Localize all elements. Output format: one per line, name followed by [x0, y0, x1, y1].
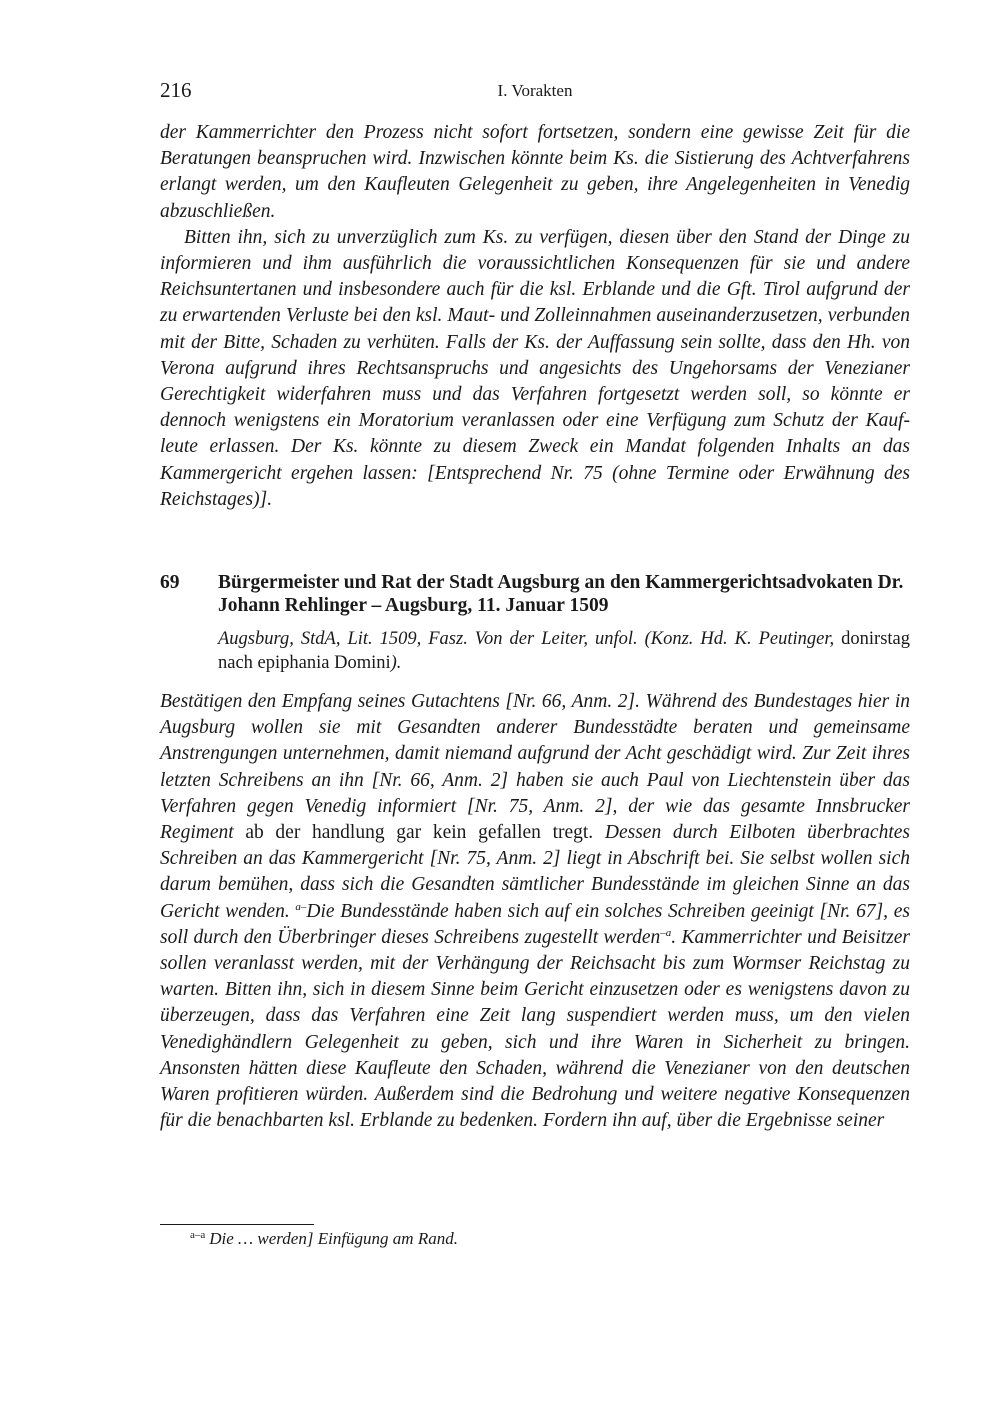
- continuation-paragraph-2: Bitten ihn, sich zu unverzüglich zum Ks. zu verfügen, diesen über den Stand der Dinge zu informieren und ihm ausführlich die voraussichtlichen Konsequenzen für sie und andere Reichsuntertanen und insbesondere auch für die ksl. Erblande und die Gft. Tirol aufgrund der zu erwartenden Verluste bei den ksl. Maut- und Zolleinnahmen auseinanderzusetzen, verbunden mit der Bitte, Schaden zu verhüten. Falls der Ks. der Auffassung sein sollte, dass den Hh. von Verona aufgrund ihres Rechtsanspruchs und angesichts des Ungehorsams der Venezianer Gerechtigkeit widerfahren muss und das Verfahren fortgesetzt werden soll, so könnte er dennoch wenigstens ein Moratorium veranlassen oder eine Verfügung zum Schutz der Kaufleute erlassen. Der Ks. könnte zu diesem Zweck ein Mandat folgenden Inhalts an das Kammergericht ergehen lassen: [Entsprechend Nr. 75 (ohne Termine oder Erwähnung des Reichstages)].: [160, 226, 910, 510]
- page-number: 216: [160, 78, 192, 102]
- summary-part-4: . Kammerrichter und Beisitzer sollen veranlasst werden, mit der Verhängung der Reichsacht bis zum Wormser Reichstag zu warten. Bitten ihn, sich in diesem Sinne beim Gericht einzusetzen oder es wenigstens davon zu überzeugen, dass das Verfahren eine Zeit lang suspendiert werden muss, um den vielen Venedighändlern Gelegenheit zu geben, sich und ihre Waren in Sicherheit zu bringen. Ansonsten hätten diese Kaufleute den Schaden, während die Venezianer von den deutschen Waren profitieren würden. Außerdem sind die Bedrohung und weitere negative Konsequenzen für die benachbarten ksl. Erblande zu bedenken. Fordern ihn auf, über die Ergebnisse seiner: [160, 926, 910, 1132]
- document-source: [218, 627, 910, 675]
- summary-part-3: Die Bundesstände haben sich auf ein solches Schreiben geeinigt [Nr. 67], es soll durch den Überbringer dieses Schreibens zugestellt werden: [160, 900, 910, 948]
- continuation-text: [160, 120, 910, 513]
- footnote-mark-close[interactable]: –a: [660, 926, 672, 939]
- page-body: [160, 78, 910, 1135]
- summary-part-1: Bestätigen den Empfang seines Gutachtens [Nr. 66, Anm. 2]. Während des Bundestages hier in Augsburg wollen sie mit Gesandten anderer Bundesstädte beraten und gemeinsame Anstrengungen unternehmen, damit niemand aufgrund der Acht geschädigt wird. Zur Zeit ihres letzten Schreibens an ihn [Nr. 66, Anm. 2] haben sie auch Paul von Liechtenstein über das Verfahren gegen Venedig informiert [Nr. 75, Anm. 2], der wie das gesamte Innsbrucker Regiment: [160, 691, 910, 844]
- footnote: [190, 1228, 458, 1250]
- running-head: [160, 78, 910, 108]
- footnote-mark: a–a: [190, 1229, 206, 1241]
- running-title: I. Vorakten: [497, 81, 573, 100]
- document-summary: [160, 689, 910, 1134]
- footnote-mark-open[interactable]: a–: [295, 900, 307, 913]
- source-citation: Augsburg, StdA, Lit. 1509, Fasz. Von der Leiter, unfol. (Konz. Hd. K. Peutinger,: [218, 629, 835, 650]
- footnote-divider: [160, 1224, 314, 1225]
- summary-part-2: Dessen durch Eilboten überbrachtes Schreiben an das Kammergericht [Nr. 75, Anm. 2] liegt in Abschrift bei. Sie selbst wollen sich darum bemühen, dass sich die Gesandten sämtlicher Bundesstände im gleichen Sinne an das Gericht wenden.: [160, 822, 910, 922]
- document-number: 69: [160, 572, 180, 594]
- source-close: ).: [390, 653, 402, 674]
- footnote-text: Die … werden] Einfügung am Rand.: [209, 1229, 458, 1248]
- document-title: Bürgermeister und Rat der Stadt Augsburg an den Kammergerichtsadvokaten Dr. Johann Rehlinger – Augsburg, 11. Januar 1509: [218, 572, 904, 617]
- document-heading: [160, 571, 910, 617]
- continuation-paragraph-1: der Kammerrichter den Prozess nicht sofort fortsetzen, sondern eine gewisse Zeit für die Beratungen beanspruchen wird. Inzwischen könnte beim Ks. die Sistierung des Achtverfahrens erlangt werden, um den Kaufleuten Gelegenheit zu geben, ihre Angelegenheiten in Venedig abzuschließen.: [160, 122, 910, 222]
- source-date-quote: donirstag nach epiphania Domini: [218, 629, 911, 674]
- summary-quote: ab der handlung gar kein gefallen tregt.: [233, 822, 605, 844]
